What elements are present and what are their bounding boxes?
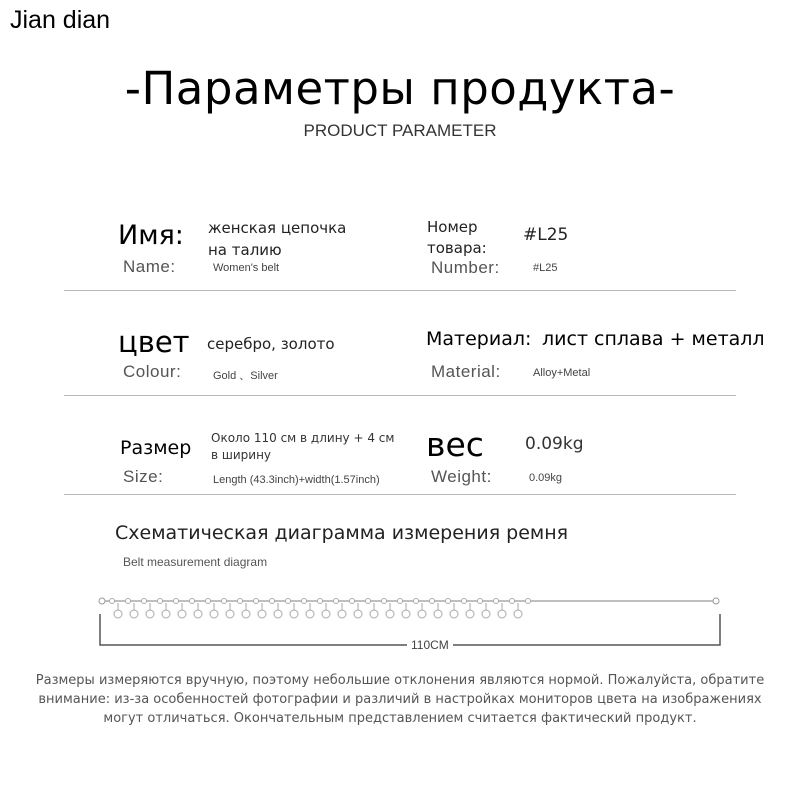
disclaimer-note	[0, 671, 800, 728]
divider	[64, 395, 736, 396]
weight-label-ru: вес	[426, 425, 484, 464]
chain-link	[142, 599, 147, 604]
number-label-ru-line2: товара:	[427, 239, 487, 257]
chain-link	[302, 599, 307, 604]
charm	[338, 610, 346, 618]
measurement-label: 110CM	[407, 638, 453, 652]
weight-value-ru: 0.09kg	[525, 434, 584, 454]
charm	[354, 610, 362, 618]
disclaimer-line: Размеры измеряются вручную, поэтому небольшие отклонения являются нормой. Пожалуйста, обратите	[35, 673, 765, 688]
charm	[242, 610, 250, 618]
name-value-ru-line2: на талию	[208, 241, 282, 259]
chain-link	[318, 599, 323, 604]
chain-link	[382, 599, 387, 604]
charm	[482, 610, 490, 618]
name-value-en: Women's belt	[213, 262, 280, 274]
charm	[226, 610, 234, 618]
chain-link	[446, 599, 451, 604]
number-label-ru-line1: Номер	[427, 218, 478, 236]
diagram-subtitle: Belt measurement diagram	[123, 555, 268, 569]
charm	[514, 610, 522, 618]
charm	[130, 610, 138, 618]
chain-link	[286, 599, 291, 604]
colour-label-ru: цвет	[118, 325, 190, 359]
charm	[386, 610, 394, 618]
chain-link	[430, 599, 435, 604]
chain-link	[158, 599, 163, 604]
number-value-en: #L25	[533, 262, 558, 274]
chain-link	[414, 599, 419, 604]
diagram-title: Схематическая диаграмма измерения ремня	[115, 522, 569, 544]
chain-link	[334, 599, 339, 604]
name-label-ru: Имя:	[118, 220, 184, 251]
divider	[64, 290, 736, 291]
charm	[178, 610, 186, 618]
colour-label-en: Colour:	[123, 362, 182, 381]
material-label-en: Material:	[431, 362, 501, 381]
chain-link	[206, 599, 211, 604]
size-value-ru-line2: в ширину	[211, 448, 272, 462]
charm	[418, 610, 426, 618]
charm	[258, 610, 266, 618]
charm	[498, 610, 506, 618]
number-value-ru: #L25	[523, 225, 569, 245]
chain-link	[238, 599, 243, 604]
charm	[306, 610, 314, 618]
chain-link	[350, 599, 355, 604]
chain-link	[366, 599, 371, 604]
charm	[146, 610, 154, 618]
chain-link	[398, 599, 403, 604]
size-value-ru-line1: Около 110 см в длину + 4 см	[211, 431, 395, 445]
charm	[322, 610, 330, 618]
charm	[290, 610, 298, 618]
charm	[370, 610, 378, 618]
charm	[210, 610, 218, 618]
charm	[114, 610, 122, 618]
chain-link	[222, 599, 227, 604]
chain-link	[462, 599, 467, 604]
chain-link	[174, 599, 179, 604]
colour-value-en: Gold 、Silver	[213, 370, 278, 382]
charm	[162, 610, 170, 618]
weight-value-en: 0.09kg	[529, 472, 563, 484]
chain-link	[478, 599, 483, 604]
charm	[194, 610, 202, 618]
material-label-ru: Материал:	[426, 328, 532, 350]
material-value-ru: лист сплава + металл	[542, 328, 765, 350]
name-value-ru-line1: женская цепочка	[208, 219, 347, 237]
number-label-en: Number:	[431, 258, 500, 277]
colour-value-ru: серебро, золото	[207, 335, 335, 353]
charm	[402, 610, 410, 618]
chain-link	[510, 599, 515, 604]
material-value-en: Alloy+Metal	[533, 367, 591, 379]
page-title: -Параметры продукта-	[124, 62, 676, 115]
charm	[434, 610, 442, 618]
page-subtitle: PRODUCT PARAMETER	[303, 121, 497, 140]
charm	[274, 610, 282, 618]
chain-link	[270, 599, 275, 604]
size-label-ru: Размер	[120, 437, 192, 459]
chain-link	[126, 599, 131, 604]
brand-name: Jian dian	[10, 6, 111, 34]
weight-label-en: Weight:	[431, 467, 492, 486]
chain-link	[190, 599, 195, 604]
divider	[64, 494, 736, 495]
charm	[450, 610, 458, 618]
chain-link	[526, 599, 531, 604]
chain-link	[494, 599, 499, 604]
disclaimer-line: могут отличаться. Окончательным представлением считается фактический продукт.	[103, 711, 697, 726]
chain-link	[110, 599, 115, 604]
size-label-en: Size:	[123, 467, 164, 486]
size-value-en: Length (43.3inch)+width(1.57inch)	[213, 474, 380, 486]
charm	[466, 610, 474, 618]
chain-link	[254, 599, 259, 604]
name-label-en: Name:	[123, 257, 176, 276]
disclaimer-line: внимание: из-за особенностей фотографии и различий в настройках мониторов цвета на изображениях	[38, 692, 762, 707]
